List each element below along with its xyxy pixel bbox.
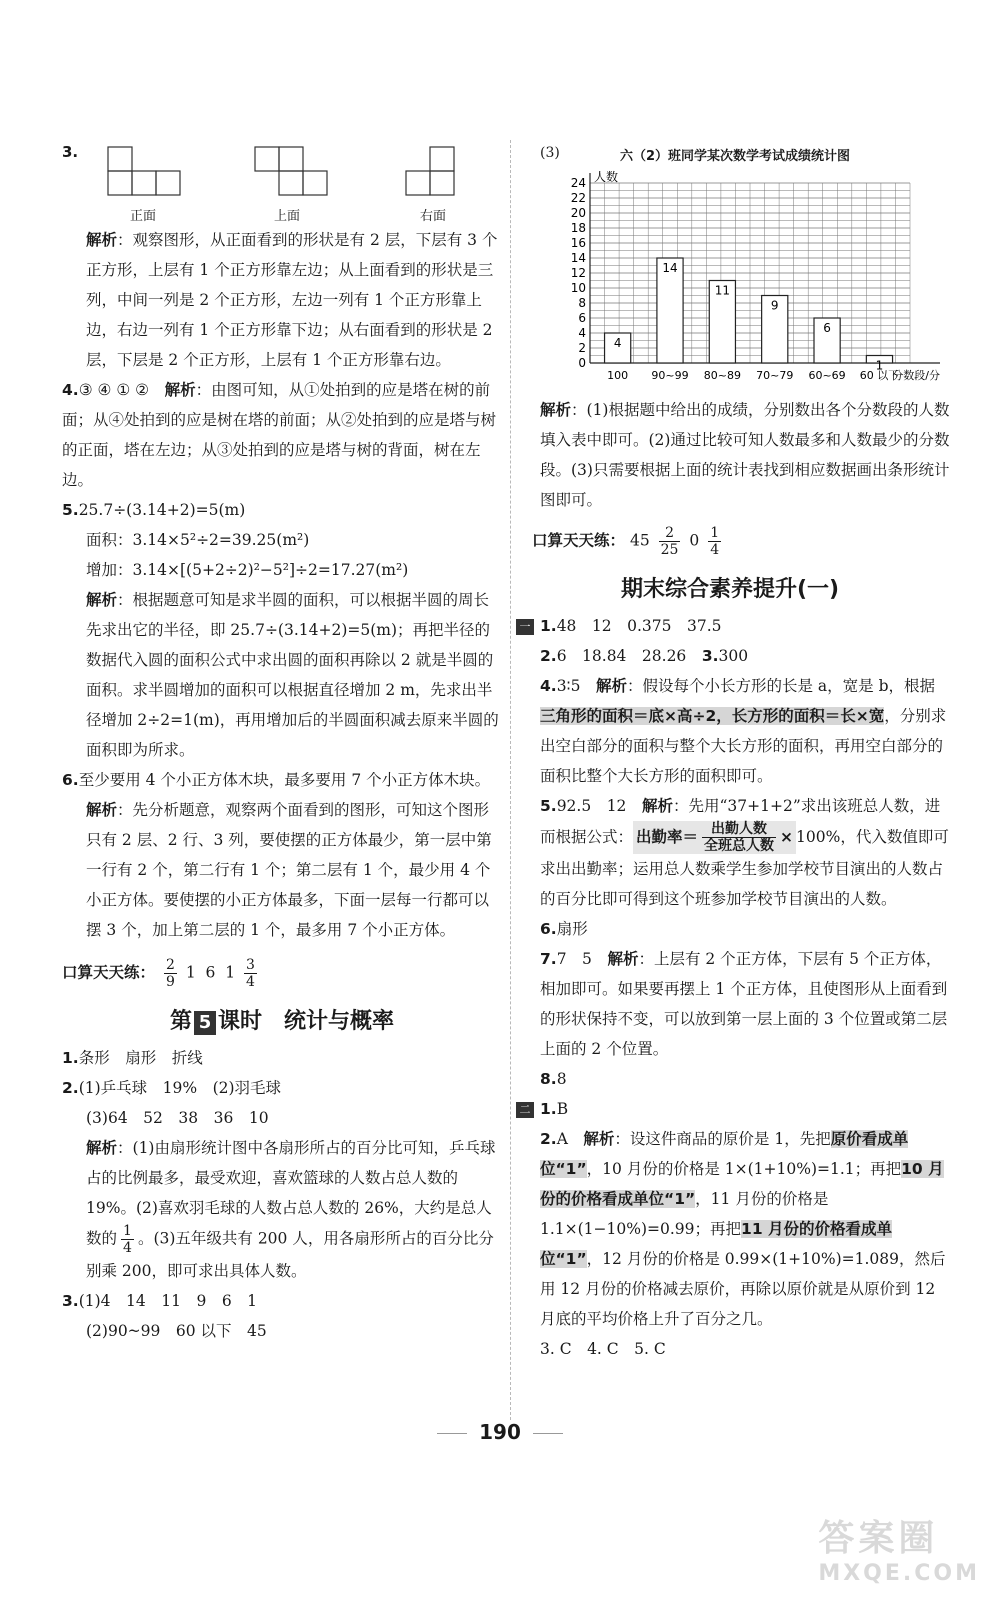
y-axis-label: 人数 bbox=[594, 170, 619, 184]
y-tick-label: 8 bbox=[578, 296, 586, 310]
l2: 2.(1)乒乓球 19% (2)羽毛球 bbox=[62, 1079, 282, 1097]
bar-value-label: 11 bbox=[714, 283, 731, 298]
q5-line3: 增加：3.14×[(5+2÷2)²−5²]÷2=17.27(m²) bbox=[86, 561, 409, 579]
view-label-right: 右面 bbox=[420, 209, 447, 224]
y-tick-label: 16 bbox=[570, 236, 586, 250]
q5-line1: 5.25.7÷(3.14+2)=5(m) bbox=[62, 501, 246, 519]
bar-value-label: 6 bbox=[823, 321, 831, 335]
watermark-logo: 答案圈 MXQE.COM bbox=[818, 1518, 980, 1586]
r6: 6.扇形 bbox=[540, 920, 588, 938]
l2-analysis: 解析：(1)由扇形统计图中各扇形所占的百分比可知，乒乓球占的比例最多，最受欢迎，喜欢篮球的人数占总人数的 19%。(2)喜欢羽毛球的人数占总人数的 26%，大约是总人数的 $\frac{1}{4}$ 。(3)五年级共有 200 人，用各扇形所占的百分比分别乘 200，即可求出具体人数。 bbox=[86, 1139, 496, 1280]
x-axis-label: 分数段/分 bbox=[892, 369, 940, 382]
s1: 二 1.B bbox=[540, 1094, 950, 1124]
s2: 2.A 解析：设这件商品的原价是 1，先把原价看成单位“1”，10 月份的价格是 1×(1+10%)=1.1；再把10 月份的价格看成单位“1”，11 月份的价格是 1.1×(1−10%)=0.99；再把11 月份的价格看成单位“1”，12 月份的价格是 0.99×(1+10%)=1.089，然后用 12 月份的价格减去原价，再除以原价就是从原价到 12 月底的平均价格上升了百分之几。 bbox=[540, 1130, 946, 1328]
r4: 4.3∶5 解析：假设每个小长方形的长是 a，宽是 b，根据三角形的面积＝底×高÷2，长方形的面积＝长×宽，分别求出空白部分的面积与整个大长方形的面积，再用空白部分的面积比整个大长方形的面积即可。 bbox=[540, 677, 947, 785]
x-tick-label: 60 以下 bbox=[859, 369, 900, 382]
l3-b: (2)90~99 60 以下 45 bbox=[86, 1322, 267, 1340]
fraction: $\frac{2}{25}$ bbox=[660, 525, 679, 558]
page-number: 190 bbox=[0, 1420, 1000, 1444]
x-tick-label: 80~89 bbox=[703, 369, 741, 382]
right-column bbox=[510, 135, 950, 1364]
y-tick-label: 2 bbox=[578, 341, 586, 355]
chart-prefix: (3) bbox=[540, 145, 560, 161]
x-tick-label: 60~69 bbox=[808, 369, 846, 382]
bar-value-label: 9 bbox=[770, 298, 779, 313]
three-views-figure bbox=[62, 135, 502, 225]
x-tick-label: 70~79 bbox=[756, 369, 794, 382]
y-tick-label: 4 bbox=[578, 326, 586, 340]
y-tick-label: 12 bbox=[570, 266, 586, 280]
bar-value-label: 14 bbox=[662, 261, 678, 275]
l3: 3.(1)4 14 11 9 6 1 bbox=[62, 1292, 258, 1310]
y-tick-label: 22 bbox=[570, 191, 586, 205]
view-label-front: 正面 bbox=[130, 209, 157, 224]
view-label-top: 上面 bbox=[274, 209, 301, 224]
fraction: $\frac{1}{4}$ bbox=[123, 1223, 132, 1256]
r7: 7.7 5 解析：上层有 2 个正方体，下层有 5 个正方体，相加即可。如果要再摆上 1 个正方体，且使图形从上面看到的形状保持不变，可以放到第一层上面的 3 个位置或第二层上面的 2 个位置。 bbox=[540, 950, 948, 1058]
view-shapes bbox=[100, 143, 500, 205]
chart-analysis: 解析：(1)根据题中给出的成绩，分别数出各个分数段的人数填入表中即可。(2)通过比较可知人数最多和人数最少的分数段。(3)只需要根据上面的统计表找到相应数据画出条形统计图即可。 bbox=[540, 401, 950, 509]
l2-b: (3)64 52 38 36 10 bbox=[86, 1109, 269, 1127]
bar-value-label: 4 bbox=[613, 336, 622, 350]
chart-title: 六（2）班同学某次数学考试成绩统计图 bbox=[620, 149, 851, 164]
r8: 8.8 bbox=[540, 1070, 567, 1088]
y-tick-label: 10 bbox=[570, 281, 586, 295]
q4-answer: 4.③ ④ ① ② 解析：由图可知，从①处拍到的应是塔在树的前面；从④处拍到的应是树在塔的前面；从②处拍到的应是塔与树的正面，塔在左边；从③处拍到的应是塔与树的背面，树在左边。 bbox=[62, 381, 497, 489]
q5-analysis: 解析：根据题意可知是求半圆的面积，可以根据半圆的周长先求出它的半径，即 25.7÷(3.14+2)=5(m)；再把半径的数据代入圆的面积公式中求出圆的面积再除以 2 就是半圆的面积。求半圆增加的面积可以根据直径增加 2 m，先求出半径增加 2÷2=1(m)，再用增加后的半圆面积减去原来半圆的面积即为所求。 bbox=[86, 591, 499, 759]
kousuan-line: 口算天天练： $\frac{2}{9}$ 1 6 1 $\frac{3}{4}$ bbox=[62, 957, 255, 990]
left-column bbox=[62, 135, 502, 1346]
bar-chart bbox=[550, 163, 950, 393]
r2: 2.6 18.84 28.26 3.300 bbox=[540, 647, 749, 665]
q5-line2: 面积：3.14×5²÷2=39.25(m²) bbox=[86, 531, 310, 549]
bar-value-label: 1 bbox=[875, 358, 884, 373]
bar-chart-block bbox=[510, 135, 950, 395]
fraction: $\frac{2}{9}$ bbox=[165, 957, 175, 990]
question-number: 3. bbox=[62, 143, 79, 161]
q6-answer: 6.至少要用 4 个小正方体木块，最多要用 7 个小正方体木块。 bbox=[62, 771, 491, 789]
l1: 1.条形 扇形 折线 bbox=[62, 1049, 203, 1067]
q6-analysis: 解析：先分析题意，观察两个面看到的图形，可知这个图形只有 2 层、2 行、3 列，要使摆的正方体最少，第一层中第一行有 2 个，第二行有 1 个；第二层有 1 个，最少用 4 个小正方体。要使摆的小正方体最多，下面一层每一行都可以摆 3 个，加上第二层的 1 个，最多用 7 个小正方体。 bbox=[86, 801, 492, 939]
y-tick-label: 20 bbox=[570, 206, 586, 220]
lesson-title: 第 5 课时 统计与概率 bbox=[169, 1009, 395, 1034]
s345: 3. C 4. C 5. C bbox=[540, 1340, 666, 1358]
x-tick-label: 90~99 bbox=[651, 369, 689, 382]
y-tick-label: 6 bbox=[578, 311, 586, 325]
y-tick-label: 14 bbox=[570, 251, 586, 265]
y-tick-label: 18 bbox=[570, 221, 586, 235]
kousuan-line-2: 口算天天练： 45 $\frac{2}{25}$ 0 $\frac{1}{4}$ bbox=[532, 525, 720, 558]
attendance-formula: 出勤率＝ $\frac{\text{出勤人数}}{\text{全班总人数}}$ × bbox=[633, 821, 796, 854]
y-tick-label: 24 bbox=[570, 176, 586, 190]
r5: 5.92.5 12 解析：先用“37+1+2”求出该班总人数，进而根据公式： 出勤率＝ $\frac{\text{出勤人数}}{\text{全班总人数}}$ × 100%，代入数值即可求出出勤率；运用总人数乘学生参加学校节目演出的人数占的百分比即可得到这个班参加学校节目演出的人数。 bbox=[540, 797, 949, 908]
final-title: 期末综合素养提升(一) bbox=[620, 577, 840, 602]
x-tick-label: 100 bbox=[607, 369, 629, 382]
fraction: $\frac{1}{4}$ bbox=[710, 525, 720, 558]
y-tick-label: 0 bbox=[578, 356, 586, 370]
q3-analysis: 解析：观察图形，从正面看到的形状是有 2 层，下层有 3 个正方形，上层有 1 个正方形靠左边；从上面看到的形状是三列，中间一列是 2 个正方形，左边一列有 1 个正方形靠上边，右边一列有 1 个正方形靠下边；从右面看到的形状是 2 层，下层是 2 个正方形，上层有 1 个正方形靠右边。 bbox=[86, 231, 498, 369]
r1: 一 1.48 12 0.375 37.5 bbox=[540, 611, 950, 641]
fraction: $\frac{3}{4}$ bbox=[246, 957, 255, 990]
